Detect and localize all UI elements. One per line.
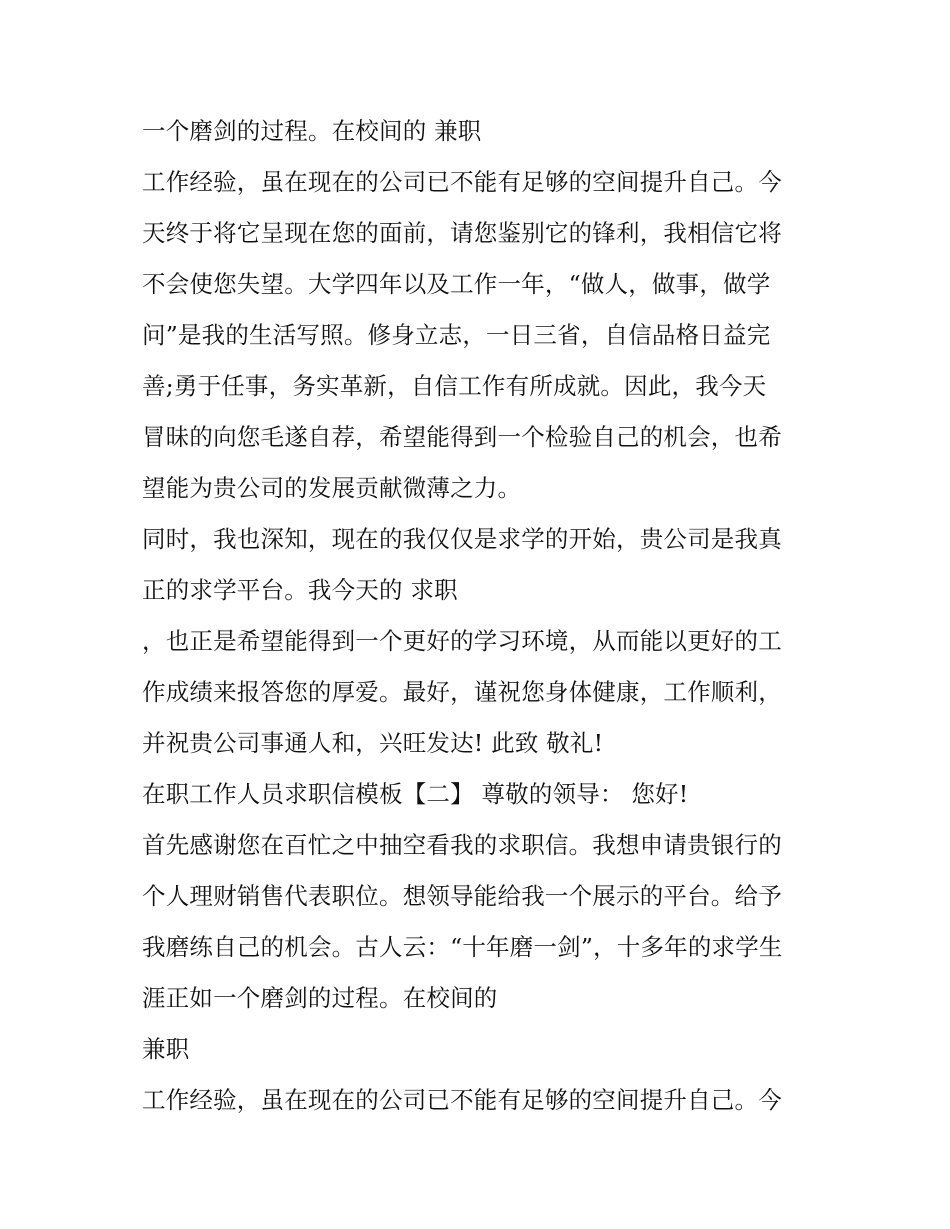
text-line: 正的求学平台。我今天的 求职 — [142, 576, 458, 604]
section-heading: 在职工作人员求职信模板【二】 尊敬的领导： 您好! — [142, 780, 689, 808]
text-line: 涯正如一个磨剑的过程。在校间的 — [142, 984, 498, 1012]
text-line: 我磨练自己的机会。古人云：“十年磨一剑”，十多年的求学生 — [142, 933, 783, 961]
text-line: 善;勇于任事，务实革新，自信工作有所成就。因此，我今天 — [142, 372, 767, 400]
letter-body — [142, 108, 822, 1128]
text-line: 冒昧的向您毛遂自荐，希望能得到一个检验自己的机会，也希 — [142, 423, 782, 451]
text-line: ，也正是希望能得到一个更好的学习环境，从而能以更好的工 — [142, 627, 782, 655]
text-line: 工作经验，虽在现在的公司已不能有足够的空间提升自己。今 — [142, 168, 782, 196]
text-line: 个人理财销售代表职位。想领导能给我一个展示的平台。给予 — [142, 882, 782, 910]
text-line: 兼职 — [142, 1035, 190, 1063]
text-line: 并祝贵公司事通人和，兴旺发达! 此致 敬礼! — [142, 729, 604, 757]
text-line: 不会使您失望。大学四年以及工作一年，“做人，做事，做学 — [142, 270, 771, 298]
text-line: 作成绩来报答您的厚爱。最好，谨祝您身体健康，工作顺利， — [142, 678, 782, 706]
text-line: 天终于将它呈现在您的面前，请您鉴别它的锋利，我相信它将 — [142, 219, 782, 247]
text-line: 问”是我的生活写照。修身立志，一日三省，自信品格日益完 — [142, 321, 771, 349]
text-line: 首先感谢您在百忙之中抽空看我的求职信。我想申请贵银行的 — [142, 831, 782, 859]
text-line: 工作经验，虽在现在的公司已不能有足够的空间提升自己。今 — [142, 1086, 782, 1114]
text-line: 一个磨剑的过程。在校间的 兼职 — [142, 117, 482, 145]
text-line: 同时，我也深知，现在的我仅仅是求学的开始，贵公司是我真 — [142, 525, 782, 553]
text-line: 望能为贵公司的发展贡献微薄之力。 — [142, 474, 522, 502]
